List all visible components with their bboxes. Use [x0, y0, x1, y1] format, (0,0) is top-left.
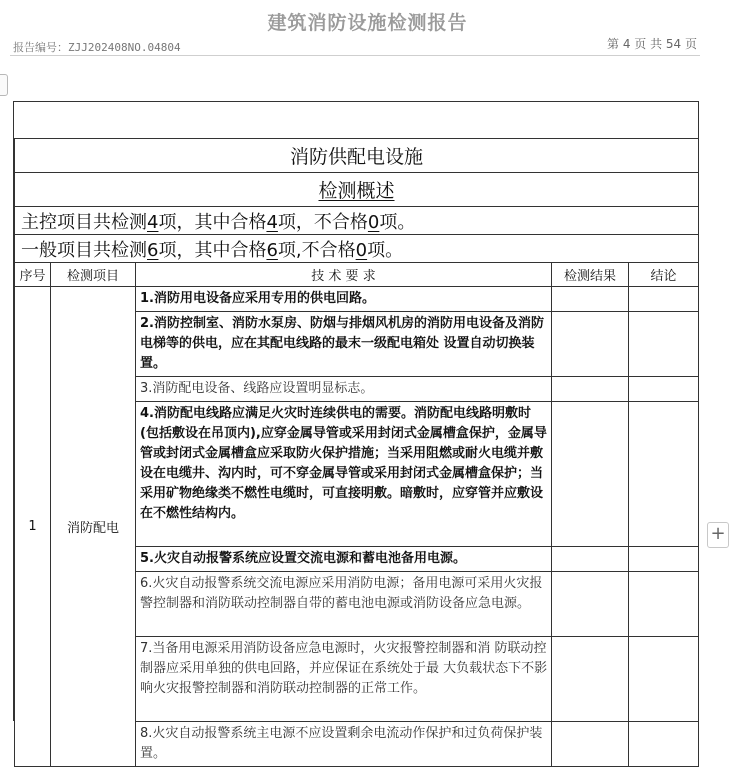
- result-cell-6[interactable]: [552, 572, 629, 637]
- result-cell-3[interactable]: [552, 377, 629, 402]
- report-sheet: [13, 101, 699, 761]
- requirement-8: 8.火灾自动报警系统主电源不应设置剩余电流动作保护和过负荷保护装置。: [136, 722, 552, 767]
- summary-main-items: 主控项目共检测4项，其中合格4项，不合格0项。: [15, 207, 699, 235]
- conclusion-cell-5[interactable]: [629, 547, 699, 572]
- column-header-conclusion: 结论: [629, 263, 699, 287]
- result-cell-1[interactable]: [552, 287, 629, 312]
- conclusion-cell-8[interactable]: [629, 722, 699, 767]
- result-cell-2[interactable]: [552, 312, 629, 377]
- report-title: 建筑消防设施检测报告: [267, 12, 468, 34]
- conclusion-cell-3[interactable]: [629, 377, 699, 402]
- requirement-7: 7.当备用电源采用消防设备应急电源时，火灾报警控制器和消 防联动控制器应采用单独的供电回路，并应保证在系统处于最 大负载状态下不影响火灾报警控制器和消防联动控制器的正常工作。: [136, 637, 552, 722]
- section-subtitle: 检测概述: [15, 173, 699, 207]
- result-cell-8[interactable]: [552, 722, 629, 767]
- requirement-3: 3.消防配电设备、线路应设置明显标志。: [136, 377, 552, 402]
- inspection-item: 消防配电: [51, 287, 136, 767]
- result-cell-5[interactable]: [552, 547, 629, 572]
- requirement-6: 6.火灾自动报警系统交流电源应采用消防电源；备用电源可采用火灾报警控制器和消防联动控制器自带的蓄电池电源或消防设备应急电源。: [136, 572, 552, 637]
- left-collapse-handle[interactable]: [0, 74, 8, 96]
- summary-general-items: 一般项目共检测6项，其中合格6项,不合格0项。: [15, 235, 699, 263]
- header-divider: [10, 55, 700, 56]
- conclusion-cell-2[interactable]: [629, 312, 699, 377]
- requirement-5: 5.火灾自动报警系统应设置交流电源和蓄电池备用电源。: [136, 547, 552, 572]
- inspection-table: [14, 138, 699, 767]
- column-header-item: 检测项目: [51, 263, 136, 287]
- conclusion-cell-4[interactable]: [629, 402, 699, 547]
- report-number: 报告编号：ZJJ202408NO.04804: [13, 41, 181, 54]
- requirement-1: 1.消防用电设备应采用专用的供电回路。: [136, 287, 552, 312]
- add-button[interactable]: +: [707, 522, 729, 548]
- result-cell-4[interactable]: [552, 402, 629, 547]
- conclusion-cell-6[interactable]: [629, 572, 699, 637]
- column-header-result: 检测结果: [552, 263, 629, 287]
- requirement-2: 2.消防控制室、消防水泵房、防烟与排烟风机房的消防用电设备及消防电梯等的供电，应在其配电线路的最末一级配电箱处 设置自动切换装置。: [136, 312, 552, 377]
- row-number: 1: [15, 287, 51, 767]
- column-header-no: 序号: [15, 263, 51, 287]
- conclusion-cell-1[interactable]: [629, 287, 699, 312]
- page-indicator: 第 4 页 共 54 页: [607, 37, 697, 51]
- column-header-requirement: 技 术 要 求: [136, 263, 552, 287]
- requirement-4: 4.消防配电线路应满足火灾时连续供电的需要。消防配电线路明敷时(包括敷设在吊顶内),应穿金属导管或采用封闭式金属槽盒保护，金属导管或封闭式金属槽盒应采取防火保护措施；当采用阻燃或耐火电缆并敷设在电缆井、沟内时，可不穿金属导管或采用封闭式金属槽盒保护；当采用矿物绝缘类不燃性电缆时，可直接明敷。暗敷时，应穿管并应敷设在不燃性结构内。: [136, 402, 552, 547]
- section-title: 消防供配电设施: [15, 139, 699, 173]
